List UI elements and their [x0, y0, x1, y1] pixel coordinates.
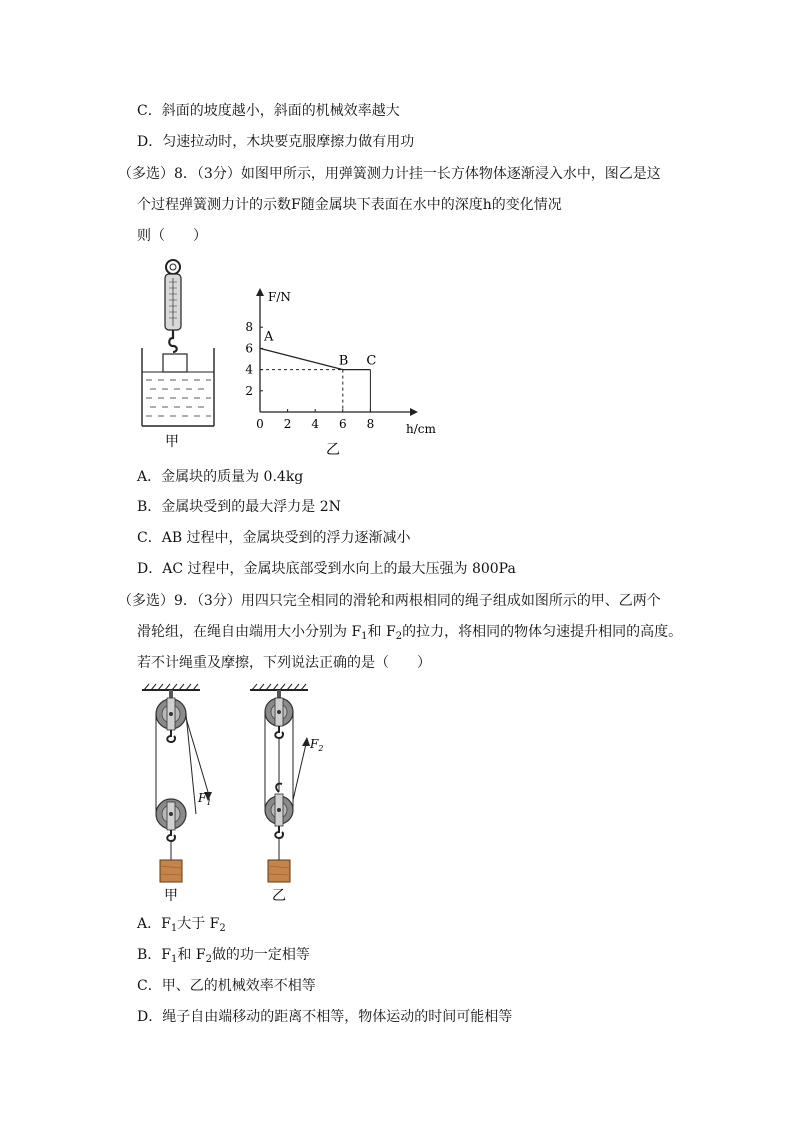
- y-axis-label: F/N: [268, 290, 291, 304]
- series-line-f: [260, 348, 370, 369]
- point-label-b: B: [338, 353, 349, 369]
- weight-block-yi: [268, 860, 290, 882]
- q9-stem-sub2: 2: [395, 631, 403, 642]
- y-axis-arrow: [256, 288, 264, 296]
- q9-option-b-text3: 做的功一定相等: [211, 947, 310, 963]
- q9-option-d: D．绳子自由端移动的距离不相等，物体运动的时间可能相等: [137, 1009, 513, 1025]
- q9-option-b-text1: B．F: [137, 947, 172, 963]
- y-tick-label: 8: [245, 320, 253, 335]
- q7-option-c: C．斜面的坡度越小，斜面的机械效率越大: [137, 103, 400, 119]
- x-tick-label: 0: [256, 417, 264, 431]
- force-label-f1: $F_1$: [198, 791, 212, 807]
- x-tick-label: 8: [366, 417, 375, 431]
- q9-option-a-sub2: 2: [219, 923, 226, 934]
- q9-stem-text-c: 的拉力，将相同的物体匀速提升相同的高度。: [402, 624, 683, 640]
- y-tick-label: 6: [245, 341, 253, 356]
- q8-option-d: D．AC 过程中，金属块底部受到水向上的最大压强为 800Pa: [137, 561, 516, 577]
- pulley-systems-figure: [138, 680, 338, 905]
- q9-option-a-text1: A．F: [137, 916, 171, 932]
- q9-stem-line3: 若不计绳重及摩擦，下列说法正确的是（ ）: [137, 655, 431, 671]
- q9-option-c: C．甲、乙的机械效率不相等: [137, 978, 316, 994]
- q9-option-a-text2: 大于 F: [177, 916, 220, 932]
- q9-option-b-sub1: 1: [171, 954, 178, 965]
- pulley-system-jia: [142, 684, 212, 904]
- q9-option-b-sub2: 2: [205, 954, 212, 965]
- q9-stem-text-b: 和 F: [367, 624, 396, 640]
- q8-option-c: C．AB 过程中，金属块受到的浮力逐渐减小: [137, 530, 411, 546]
- q8-option-b: B．金属块受到的最大浮力是 2N: [137, 499, 341, 515]
- spring-scale-icon: [165, 260, 181, 352]
- point-label-c: C: [366, 353, 377, 369]
- x-tick-label: 6: [338, 417, 347, 431]
- q7-option-d: D．匀速拉动时，木块要克服摩擦力做有用功: [137, 134, 415, 150]
- q9-option-a: [137, 914, 226, 934]
- q9-option-b: [137, 945, 310, 965]
- q8-stem-line2: 个过程弹簧测力计的示数F随金属块下表面在水中的深度h的变化情况: [137, 197, 562, 213]
- q9-option-a-sub1: 1: [170, 923, 178, 934]
- q9-stem-sub1: 1: [361, 631, 368, 642]
- y-tick-label: 4: [245, 362, 253, 377]
- y-tick-label: 2: [245, 383, 253, 398]
- q9-option-b-text2: 和 F: [177, 947, 206, 963]
- chart-caption: 乙: [326, 442, 340, 458]
- q9-stem-line2: [137, 622, 682, 642]
- q9-stem-line1: （多选）9．（3分）用四只完全相同的滑轮和两根相同的绳子组成如图所示的甲、乙两个: [118, 593, 661, 609]
- spring-scale-figure: [136, 258, 226, 453]
- q8-stem-line1: （多选）8．（3分）如图甲所示，用弹簧测力计挂一长方体物体逐渐浸入水中，图乙是这: [118, 166, 661, 182]
- force-label-f2: $F_2$: [310, 737, 324, 753]
- q9-stem-text-a: 滑轮组，在绳自由端用大小分别为 F: [137, 624, 362, 640]
- weight-block-jia: [160, 860, 182, 882]
- fig-jia-caption: 甲: [165, 434, 179, 450]
- x-axis-label: h/cm: [406, 422, 436, 436]
- point-label-a: A: [264, 329, 274, 345]
- fig-caption-yi: 乙: [272, 888, 286, 904]
- q8-option-a: A．金属块的质量为 0.4kg: [137, 469, 304, 485]
- x-axis-arrow: [410, 408, 418, 416]
- force-depth-chart: [240, 284, 450, 459]
- force-arrow-f2: [302, 737, 310, 746]
- q8-stem-line3: 则（ ）: [137, 228, 207, 244]
- pulley-system-yi: [250, 684, 323, 904]
- x-tick-label: 2: [283, 417, 292, 431]
- fig-caption-jia: 甲: [164, 888, 178, 904]
- metal-block: [163, 354, 187, 372]
- x-tick-label: 4: [311, 417, 320, 431]
